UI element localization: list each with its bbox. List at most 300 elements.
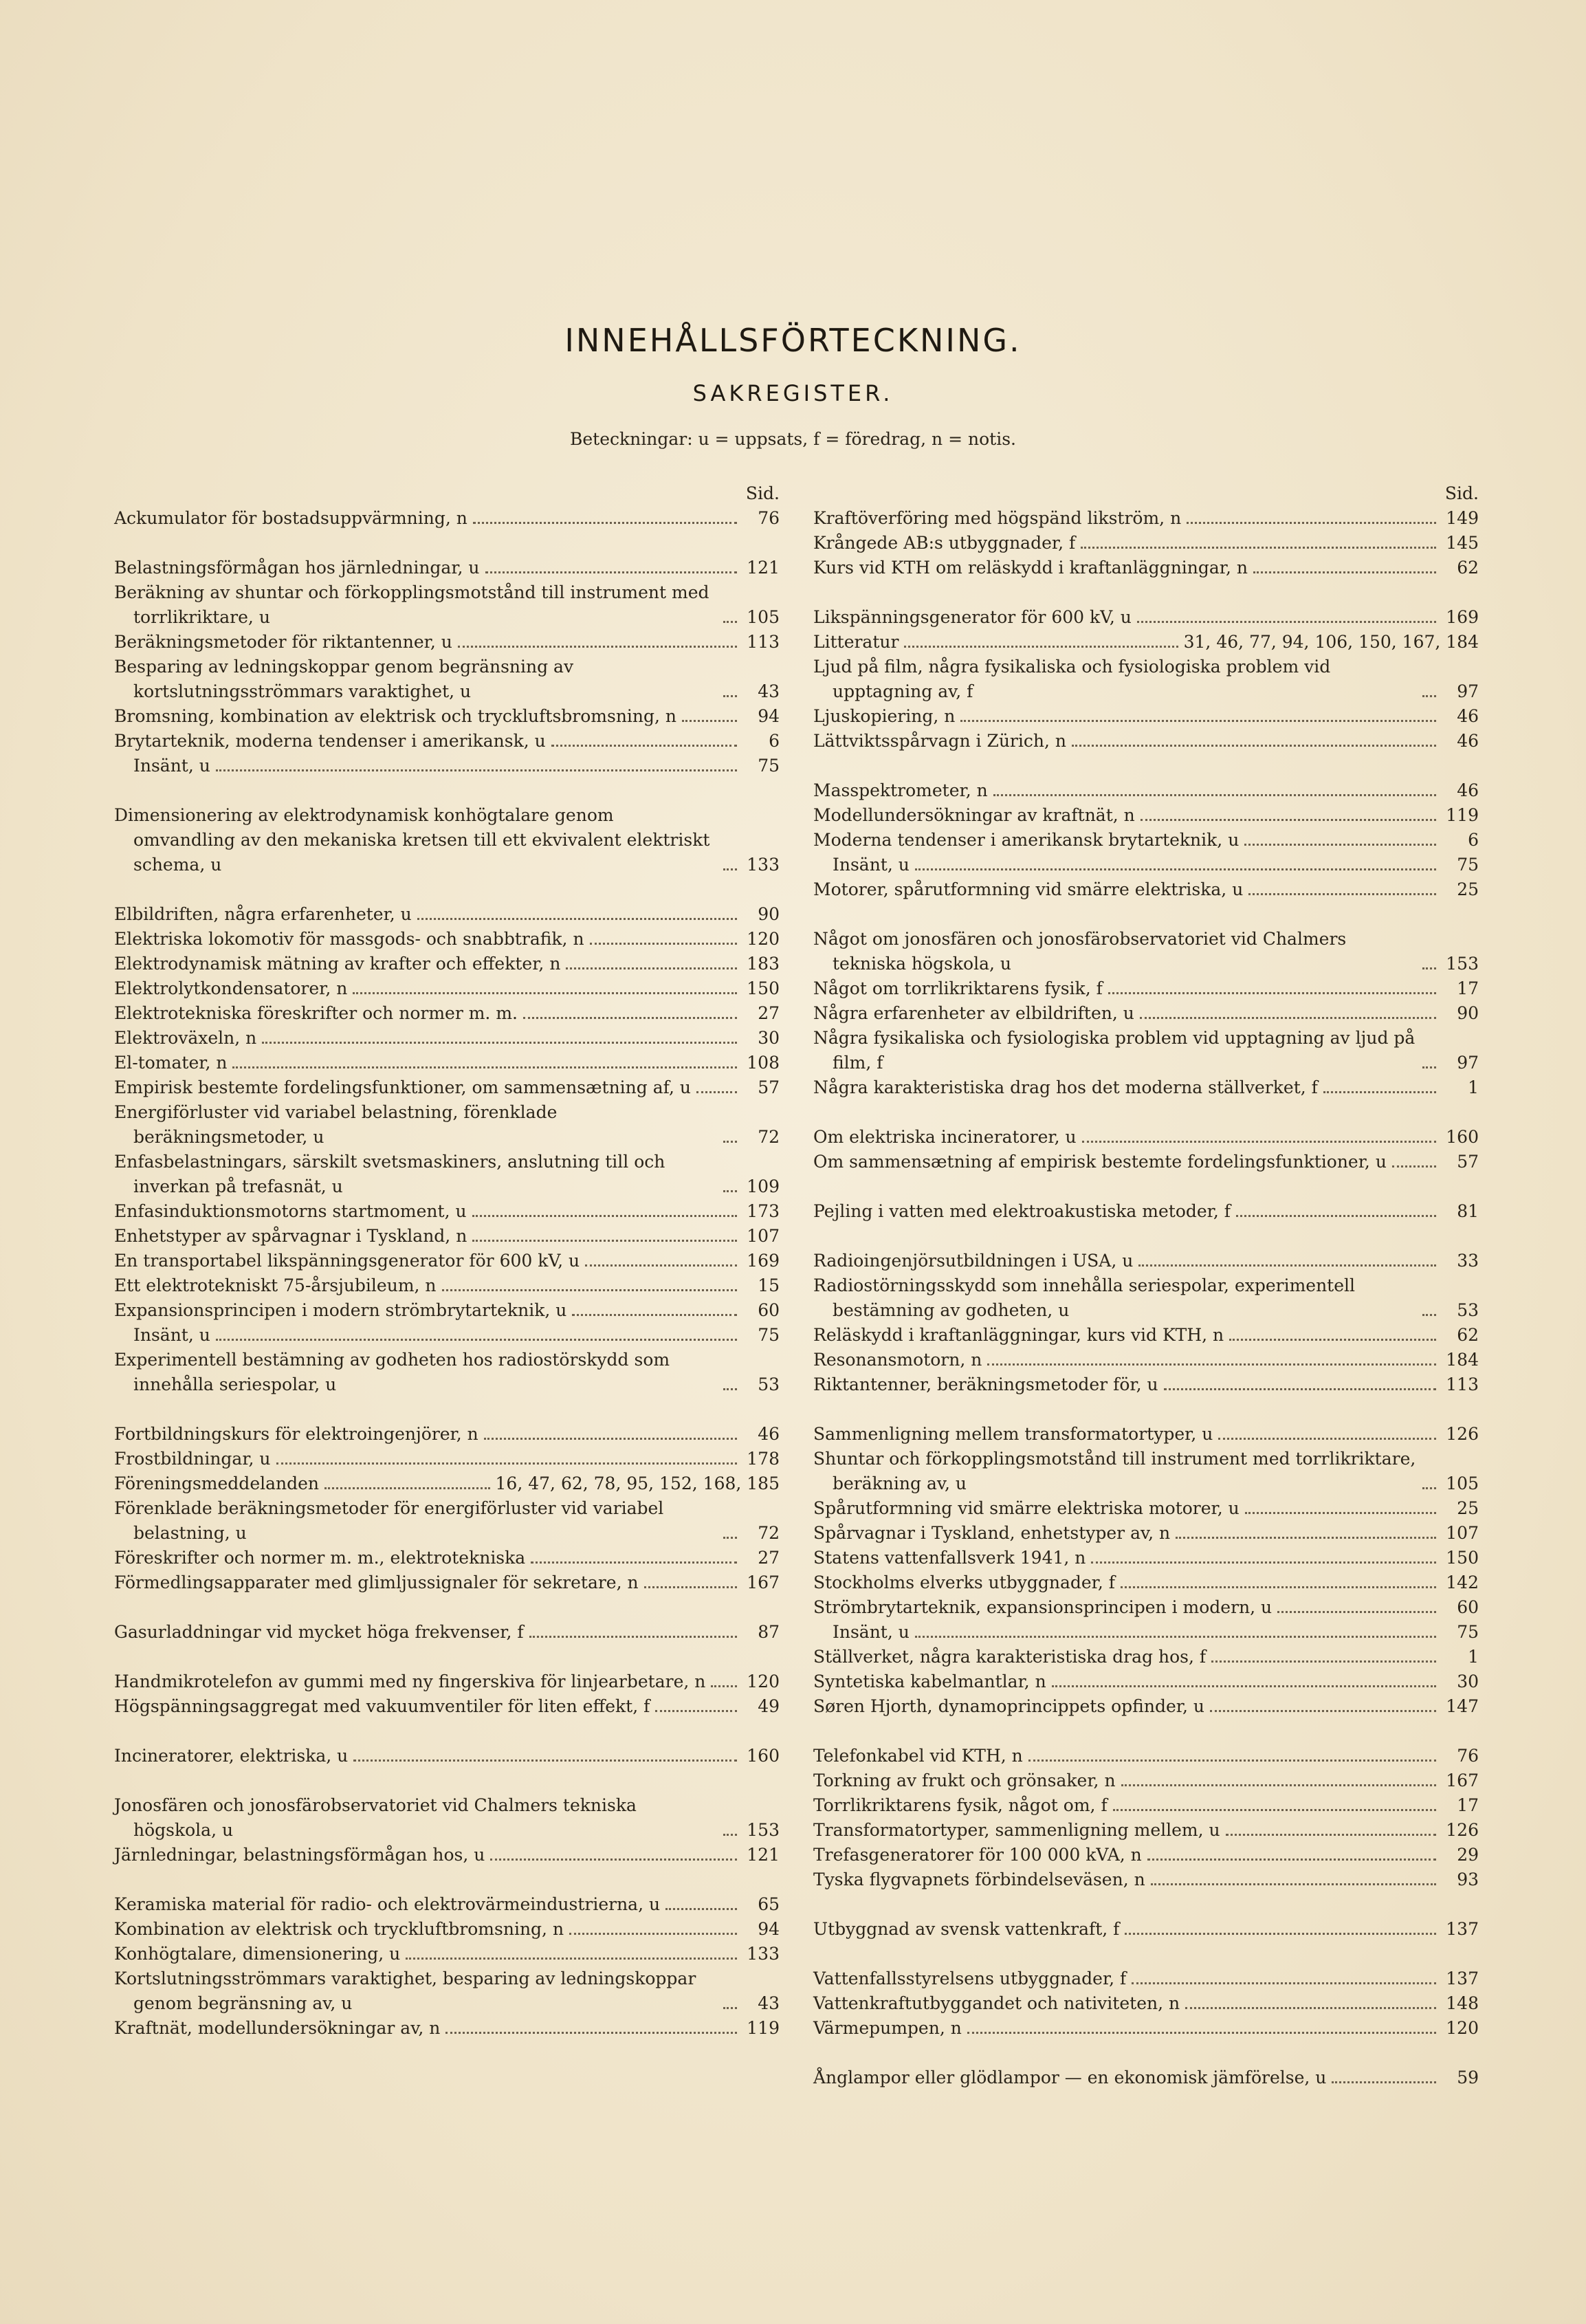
dot-leader bbox=[1253, 571, 1436, 573]
index-entry bbox=[813, 2016, 1479, 2041]
index-entry bbox=[114, 1942, 780, 1966]
index-entry bbox=[813, 1768, 1479, 1793]
entry-text: Resonansmotorn, n bbox=[813, 1350, 982, 1370]
dot-leader bbox=[566, 967, 737, 969]
entry-text: Brytarteknik, moderna tendenser i amerikansk, u bbox=[114, 731, 546, 751]
index-entry bbox=[114, 1669, 780, 1694]
dot-leader bbox=[572, 1314, 737, 1316]
entry-page-number: 75 bbox=[1457, 1622, 1479, 1642]
index-entry bbox=[813, 506, 1479, 531]
dot-leader bbox=[682, 720, 737, 722]
entry-text: Några erfarenheter av elbildriften, u bbox=[813, 1003, 1134, 1023]
index-entry bbox=[813, 1348, 1479, 1372]
index-entry bbox=[813, 1001, 1479, 1026]
index-entry bbox=[114, 1966, 780, 2016]
entry-page-number: 150 bbox=[1446, 1548, 1479, 1568]
entry-page-number: 25 bbox=[1457, 1498, 1479, 1518]
entry-text: Keramiska material för radio- och elektrovärmeindustrierna, u bbox=[114, 1894, 661, 1914]
index-entry bbox=[114, 1570, 780, 1595]
entry-page-number: 16, 47, 62, 78, 95, 152, 168, 185 bbox=[495, 1473, 780, 1493]
entry-page-number: 142 bbox=[1446, 1572, 1479, 1592]
dot-leader bbox=[485, 571, 737, 573]
entry-text: Förmedlingsapparater med glimljussignaler för sekretare, n bbox=[114, 1572, 639, 1592]
entry-page-number: 46 bbox=[1457, 706, 1479, 726]
entry-text: Expansionsprincipen i modern strömbrytarteknik, u bbox=[114, 1300, 567, 1320]
entry-page-number: 90 bbox=[1457, 1003, 1479, 1023]
entry-page-number: 17 bbox=[1457, 1795, 1479, 1815]
entry-page-number: 167 bbox=[1446, 1771, 1479, 1790]
dot-leader bbox=[1226, 1834, 1436, 1836]
index-entry bbox=[114, 1546, 780, 1570]
entry-page-number: 150 bbox=[747, 978, 780, 998]
entry-page-number: 121 bbox=[747, 558, 780, 578]
entry-text: Elektrotekniska föreskrifter och normer m. m. bbox=[114, 1003, 518, 1023]
entry-page-number: 184 bbox=[1446, 1350, 1479, 1370]
dot-leader bbox=[531, 1561, 737, 1564]
entry-page-number: 43 bbox=[758, 681, 780, 701]
entry-page-number: 107 bbox=[1446, 1523, 1479, 1543]
entry-text: Tyska flygvapnets förbindelseväsen, n bbox=[813, 1870, 1145, 1889]
dot-leader bbox=[1244, 844, 1436, 846]
dot-leader bbox=[1248, 893, 1436, 895]
entry-page-number: 119 bbox=[1446, 805, 1479, 825]
dot-leader bbox=[1245, 1512, 1436, 1514]
index-entry bbox=[114, 2016, 780, 2041]
dot-leader bbox=[960, 720, 1436, 722]
dot-leader bbox=[1091, 1561, 1436, 1564]
entry-text: Några fysikaliska och fysiologiska problem vid upptagning av ljud på film, f bbox=[813, 1028, 1416, 1073]
entry-text: Vattenfallsstyrelsens utbyggnader, f bbox=[813, 1969, 1127, 1988]
entry-page-number: 183 bbox=[747, 954, 780, 974]
index-entry bbox=[813, 1818, 1479, 1843]
index-entry bbox=[114, 1199, 780, 1224]
dot-leader bbox=[711, 1685, 737, 1687]
entry-page-number: 46 bbox=[1457, 731, 1479, 751]
entry-page-number: 46 bbox=[1457, 780, 1479, 800]
dot-leader bbox=[1052, 1685, 1436, 1687]
index-entry bbox=[114, 1917, 780, 1942]
entry-text: Torrlikriktarens fysik, något om, f bbox=[813, 1795, 1108, 1815]
entry-text: Gasurladdningar vid mycket höga frekvenser, f bbox=[114, 1622, 524, 1642]
entry-text: Något om jonosfären och jonosfärobservatoriet vid Chalmers tekniska högskola, u bbox=[813, 929, 1347, 974]
dot-leader bbox=[484, 1438, 737, 1440]
index-entry bbox=[813, 1793, 1479, 1818]
entry-text: Bromsning, kombination av elektrisk och tryckluftsbromsning, n bbox=[114, 706, 677, 726]
entry-text: Modellundersökningar av kraftnät, n bbox=[813, 805, 1135, 825]
entry-text: Strömbrytarteknik, expansionsprincipen i modern, u bbox=[813, 1597, 1273, 1617]
entry-page-number: 153 bbox=[747, 1820, 780, 1840]
entry-text: Föreskrifter och normer m. m., elektrotekniska bbox=[114, 1548, 526, 1568]
index-entry bbox=[114, 1843, 780, 1867]
entry-page-number: 1 bbox=[1468, 1647, 1479, 1667]
entry-text: Järnledningar, belastningsförmågan hos, u bbox=[114, 1845, 485, 1865]
entry-text: Enfasinduktionsmotorns startmoment, u bbox=[114, 1201, 467, 1221]
index-entry bbox=[813, 1570, 1479, 1595]
dot-leader bbox=[523, 1017, 737, 1019]
dot-leader bbox=[644, 1586, 737, 1588]
index-entry bbox=[813, 1496, 1479, 1521]
index-entry bbox=[114, 1744, 780, 1768]
index-entry bbox=[813, 1744, 1479, 1768]
dot-leader bbox=[590, 943, 737, 945]
entry-text: En transportabel likspänningsgenerator för 600 kV, u bbox=[114, 1251, 580, 1271]
index-entry bbox=[114, 1348, 780, 1397]
index-entry bbox=[813, 1273, 1479, 1323]
entry-text: Kurs vid KTH om reläskydd i kraftanläggningar, n bbox=[813, 558, 1248, 578]
entry-page-number: 94 bbox=[758, 706, 780, 726]
dot-leader bbox=[1164, 1388, 1436, 1390]
entry-text: Empirisk bestemte fordelingsfunktioner, om sammensætning af, u bbox=[114, 1077, 691, 1097]
dot-leader bbox=[262, 1042, 737, 1044]
entry-text: Besparing av ledningskoppar genom begränsning av kortslutningsströmmars varaktighet, u bbox=[114, 657, 574, 701]
dot-leader bbox=[1081, 547, 1436, 549]
dot-leader bbox=[1140, 1017, 1436, 1019]
entry-text: Något om torrlikriktarens fysik, f bbox=[813, 978, 1103, 998]
dot-leader bbox=[723, 1834, 737, 1836]
index-entry bbox=[813, 853, 1479, 877]
dot-leader bbox=[1422, 1066, 1436, 1068]
dot-leader bbox=[1125, 1933, 1436, 1935]
index-entry bbox=[813, 1546, 1479, 1570]
index-entry bbox=[114, 704, 780, 729]
entry-text: Föreningsmeddelanden bbox=[114, 1473, 320, 1493]
dot-leader bbox=[1141, 819, 1436, 821]
entry-page-number: 105 bbox=[1446, 1473, 1479, 1493]
dot-leader bbox=[723, 1141, 737, 1143]
entry-page-number: 121 bbox=[747, 1845, 780, 1865]
index-entry bbox=[114, 630, 780, 655]
entry-page-number: 53 bbox=[758, 1374, 780, 1394]
entry-page-number: 167 bbox=[747, 1572, 780, 1592]
entry-text: Elektriska lokomotiv för massgods- och snabbtrafik, n bbox=[114, 929, 584, 949]
entry-text: Motorer, spårutformning vid smärre elektriska, u bbox=[813, 879, 1244, 899]
index-entry bbox=[813, 1843, 1479, 1867]
entry-page-number: 76 bbox=[758, 508, 780, 528]
dot-leader bbox=[490, 1859, 737, 1861]
index-entry bbox=[813, 1026, 1479, 1075]
index-entry bbox=[813, 1075, 1479, 1100]
dot-leader bbox=[216, 1339, 737, 1341]
page-column-label: Sid. bbox=[745, 483, 780, 503]
index-entry bbox=[114, 729, 780, 754]
entry-text: Handmikrotelefon av gummi med ny fingerskiva för linjearbetare, n bbox=[114, 1671, 706, 1691]
entry-page-number: 160 bbox=[747, 1746, 780, 1766]
dot-leader bbox=[655, 1710, 737, 1712]
entry-page-number: 107 bbox=[747, 1226, 780, 1246]
index-entry bbox=[813, 1645, 1479, 1669]
entry-text: Beräkningsmetoder för riktantenner, u bbox=[114, 632, 452, 652]
dot-leader bbox=[1147, 1859, 1436, 1861]
entry-page-number: 94 bbox=[758, 1919, 780, 1939]
dot-leader bbox=[723, 1537, 737, 1539]
entry-text: Energiförluster vid variabel belastning, förenklade beräkningsmetoder, u bbox=[114, 1102, 558, 1147]
entry-text: Pejling i vatten med elektroakustiska metoder, f bbox=[813, 1201, 1231, 1221]
abbreviation-legend: Beteckningar: u = uppsats, f = föredrag, n = notis. bbox=[570, 429, 1016, 449]
dot-leader bbox=[1236, 1215, 1436, 1217]
entry-text: Kortslutningsströmmars varaktighet, besparing av ledningskoppar genom begränsning av, u bbox=[114, 1969, 696, 2013]
entry-text: Belastningsförmågan hos järnledningar, u bbox=[114, 558, 480, 578]
entry-text: Kraftöverföring med högspänd likström, n bbox=[813, 508, 1182, 528]
dot-leader bbox=[1229, 1339, 1436, 1341]
entry-text: Stockholms elverks utbyggnader, f bbox=[813, 1572, 1116, 1592]
entry-text: Radiostörningsskydd som innehålla seriespolar, experimentell bestämning av godheten, u bbox=[813, 1275, 1356, 1320]
entry-text: Masspektrometer, n bbox=[813, 780, 988, 800]
dot-leader bbox=[1277, 1611, 1436, 1613]
entry-text: Telefonkabel vid KTH, n bbox=[813, 1746, 1023, 1766]
entry-page-number: 119 bbox=[747, 2018, 780, 2038]
index-entry bbox=[114, 1100, 780, 1150]
entry-page-number: 15 bbox=[758, 1275, 780, 1295]
index-entry bbox=[114, 1001, 780, 1026]
index-entry bbox=[114, 1323, 780, 1348]
entry-page-number: 57 bbox=[1457, 1152, 1479, 1172]
index-entry bbox=[813, 1966, 1479, 1991]
index-entry bbox=[813, 1694, 1479, 1719]
entry-page-number: 133 bbox=[747, 855, 780, 875]
entry-page-number: 178 bbox=[747, 1449, 780, 1469]
entry-page-number: 31, 46, 77, 94, 106, 150, 167, 184 bbox=[1183, 632, 1479, 652]
dot-leader bbox=[1108, 992, 1436, 994]
entry-page-number: 75 bbox=[1457, 855, 1479, 875]
entry-page-number: 59 bbox=[1457, 2068, 1479, 2087]
entry-text: Insänt, u bbox=[833, 1622, 910, 1642]
index-entry bbox=[813, 2065, 1479, 2090]
entry-page-number: 33 bbox=[1457, 1251, 1479, 1271]
index-entry bbox=[813, 828, 1479, 853]
dot-leader bbox=[1422, 1487, 1436, 1489]
entry-page-number: 60 bbox=[758, 1300, 780, 1320]
index-entry bbox=[813, 556, 1479, 580]
entry-text: Ackumulator för bostadsuppvärmning, n bbox=[114, 508, 467, 528]
entry-page-number: 57 bbox=[758, 1077, 780, 1097]
left-entry-list bbox=[114, 506, 780, 2041]
entry-text: Dimensionering av elektrodynamisk konhögtalare genom omvandling av den mekaniska kretsen till ett ekvivalent elektriskt schema, u bbox=[114, 805, 710, 875]
dot-leader bbox=[967, 2032, 1436, 2034]
entry-text: Spårutformning vid smärre elektriska motorer, u bbox=[813, 1498, 1240, 1518]
index-entry bbox=[114, 1471, 780, 1496]
dot-leader bbox=[1422, 1314, 1436, 1316]
entry-text: Shuntar och förkopplingsmotstånd till instrument med torrlikriktare, beräkning av, u bbox=[813, 1449, 1416, 1493]
entry-text: Torkning av frukt och grönsaker, n bbox=[813, 1771, 1116, 1790]
entry-page-number: 149 bbox=[1446, 508, 1479, 528]
entry-page-number: 120 bbox=[747, 929, 780, 949]
dot-leader bbox=[1422, 967, 1436, 969]
index-entry bbox=[813, 1323, 1479, 1348]
index-entry bbox=[813, 1991, 1479, 2016]
entry-page-number: 49 bbox=[758, 1696, 780, 1716]
dot-leader bbox=[723, 621, 737, 623]
entry-page-number: 6 bbox=[769, 731, 780, 751]
dot-leader bbox=[1185, 2007, 1436, 2009]
dot-leader bbox=[353, 1760, 737, 1762]
dot-leader bbox=[232, 1066, 737, 1068]
entry-text: Ljuskopiering, n bbox=[813, 706, 956, 726]
entry-text: Vattenkraftutbyggandet och nativiteten, n bbox=[813, 1993, 1180, 2013]
dot-leader bbox=[472, 1215, 737, 1217]
entry-text: Kraftnät, modellundersökningar av, n bbox=[114, 2018, 441, 2038]
right-entry-list bbox=[813, 506, 1479, 2090]
dot-leader bbox=[915, 1636, 1436, 1638]
entry-text: Jonosfären och jonosfärobservatoriet vid Chalmers tekniska högskola, u bbox=[114, 1795, 637, 1840]
dot-leader bbox=[445, 2032, 737, 2034]
entry-page-number: 6 bbox=[1468, 830, 1479, 850]
entry-text: Ställverket, några karakteristiska drag hos, f bbox=[813, 1647, 1207, 1667]
entry-text: Enhetstyper av spårvagnar i Tyskland, n bbox=[114, 1226, 467, 1246]
entry-text: Utbyggnad av svensk vattenkraft, f bbox=[813, 1919, 1120, 1939]
entry-text: Krångede AB:s utbyggnader, f bbox=[813, 533, 1076, 553]
entry-page-number: 81 bbox=[1457, 1201, 1479, 1221]
entry-text: Ljud på film, några fysikaliska och fysiologiska problem vid upptagning av, f bbox=[813, 657, 1331, 701]
index-entry bbox=[114, 754, 780, 778]
dot-leader bbox=[1176, 1537, 1436, 1539]
entry-page-number: 126 bbox=[1446, 1424, 1479, 1444]
index-entry bbox=[813, 1150, 1479, 1174]
index-entry bbox=[114, 1273, 780, 1298]
index-entry bbox=[114, 1249, 780, 1273]
dot-leader bbox=[1132, 1982, 1436, 1984]
entry-page-number: 30 bbox=[1457, 1671, 1479, 1691]
dot-leader bbox=[585, 1264, 737, 1267]
dot-leader bbox=[1082, 1141, 1436, 1143]
dot-leader bbox=[1187, 522, 1436, 524]
dot-leader bbox=[551, 745, 737, 747]
entry-text: Ånglampor eller glödlampor — en ekonomisk jämförelse, u bbox=[813, 2068, 1327, 2087]
entry-page-number: 72 bbox=[758, 1127, 780, 1147]
entry-text: Kombination av elektrisk och tryckluftbromsning, n bbox=[114, 1919, 564, 1939]
entry-page-number: 43 bbox=[758, 1993, 780, 2013]
dot-leader bbox=[1121, 1586, 1436, 1588]
entry-page-number: 60 bbox=[1457, 1597, 1479, 1617]
dot-leader bbox=[1332, 2081, 1436, 2083]
index-entry bbox=[813, 1521, 1479, 1546]
index-entry bbox=[813, 1595, 1479, 1620]
entry-page-number: 145 bbox=[1446, 533, 1479, 553]
index-entry bbox=[813, 605, 1479, 630]
entry-page-number: 113 bbox=[1446, 1374, 1479, 1394]
index-entry bbox=[114, 1224, 780, 1249]
entry-page-number: 97 bbox=[1457, 681, 1479, 701]
entry-page-number: 53 bbox=[1457, 1300, 1479, 1320]
entry-text: Sammenligning mellem transformatortyper, u bbox=[813, 1424, 1213, 1444]
index-entry bbox=[114, 1447, 780, 1471]
entry-text: Om elektriska incineratorer, u bbox=[813, 1127, 1077, 1147]
index-entry bbox=[813, 927, 1479, 976]
entry-page-number: 65 bbox=[758, 1894, 780, 1914]
entry-page-number: 147 bbox=[1446, 1696, 1479, 1716]
index-entry bbox=[114, 1793, 780, 1843]
entry-text: Beräkning av shuntar och förkopplingsmotstånd till instrument med torrlikriktare, u bbox=[114, 582, 709, 627]
entry-page-number: 169 bbox=[1446, 607, 1479, 627]
index-entry bbox=[813, 1917, 1479, 1942]
dot-leader bbox=[529, 1636, 737, 1638]
entry-page-number: 29 bbox=[1457, 1845, 1479, 1865]
entry-page-number: 97 bbox=[1457, 1053, 1479, 1073]
entry-page-number: 169 bbox=[747, 1251, 780, 1271]
page-column-label: Sid. bbox=[1444, 483, 1479, 503]
dot-leader bbox=[216, 769, 737, 771]
index-entry bbox=[813, 531, 1479, 556]
entry-text: Riktantenner, beräkningsmetoder för, u bbox=[813, 1374, 1158, 1394]
left-index-column bbox=[114, 481, 780, 2041]
entry-page-number: 120 bbox=[1446, 2018, 1479, 2038]
index-entry bbox=[114, 976, 780, 1001]
entry-page-number: 126 bbox=[1446, 1820, 1479, 1840]
dot-leader bbox=[1392, 1165, 1436, 1168]
dot-leader bbox=[1072, 745, 1436, 747]
index-entry bbox=[813, 1620, 1479, 1645]
index-entry bbox=[813, 1372, 1479, 1397]
entry-page-number: 62 bbox=[1457, 558, 1479, 578]
entry-text: Insänt, u bbox=[833, 855, 910, 875]
index-entry bbox=[813, 630, 1479, 655]
entry-page-number: 46 bbox=[758, 1424, 780, 1444]
dot-leader bbox=[406, 1958, 737, 1960]
index-entry bbox=[114, 927, 780, 952]
entry-page-number: 148 bbox=[1446, 1993, 1479, 2013]
entry-text: Om sammensætning af empirisk bestemte fordelingsfunktioner, u bbox=[813, 1152, 1387, 1172]
dot-leader bbox=[1210, 1710, 1436, 1712]
dot-leader bbox=[276, 1462, 737, 1465]
entry-page-number: 27 bbox=[758, 1548, 780, 1568]
entry-text: Spårvagnar i Tyskland, enhetstyper av, n bbox=[813, 1523, 1171, 1543]
entry-page-number: 109 bbox=[747, 1176, 780, 1196]
page-title: INNEHÅLLSFÖRTECKNING. bbox=[564, 322, 1022, 359]
dot-leader bbox=[904, 646, 1178, 648]
entry-text: Lättviktsspårvagn i Zürich, n bbox=[813, 731, 1066, 751]
entry-text: Søren Hjorth, dynamoprincippets opfinder, u bbox=[813, 1696, 1204, 1716]
entry-page-number: 75 bbox=[758, 756, 780, 776]
entry-text: Trefasgeneratorer för 100 000 kVA, n bbox=[813, 1845, 1142, 1865]
entry-page-number: 17 bbox=[1457, 978, 1479, 998]
index-entry bbox=[813, 976, 1479, 1001]
index-entry bbox=[114, 1694, 780, 1719]
right-index-column bbox=[813, 481, 1479, 2090]
entry-text: Elbildriften, några erfarenheter, u bbox=[114, 904, 412, 924]
dot-leader bbox=[1211, 1660, 1436, 1663]
index-entry bbox=[114, 1892, 780, 1917]
entry-text: Reläskydd i kraftanläggningar, kurs vid KTH, n bbox=[813, 1325, 1224, 1345]
dot-leader bbox=[915, 868, 1436, 870]
entry-page-number: 27 bbox=[758, 1003, 780, 1023]
entry-page-number: 75 bbox=[758, 1325, 780, 1345]
entry-text: Fortbildningskurs för elektroingenjörer, n bbox=[114, 1424, 478, 1444]
dot-leader bbox=[353, 992, 737, 994]
dot-leader bbox=[472, 1240, 737, 1242]
dot-leader bbox=[473, 522, 737, 524]
index-entry bbox=[813, 1249, 1479, 1273]
entry-text: Syntetiska kabelmantlar, n bbox=[813, 1671, 1046, 1691]
index-entry bbox=[114, 1496, 780, 1546]
index-entry bbox=[114, 1075, 780, 1100]
dot-leader bbox=[324, 1487, 490, 1489]
dot-leader bbox=[993, 794, 1436, 796]
index-entry bbox=[813, 729, 1479, 754]
dot-leader bbox=[1137, 621, 1436, 623]
index-entry bbox=[813, 778, 1479, 803]
entry-text: Moderna tendenser i amerikansk brytarteknik, u bbox=[813, 830, 1240, 850]
dot-leader bbox=[665, 1908, 737, 1910]
entry-page-number: 93 bbox=[1457, 1870, 1479, 1889]
entry-page-number: 72 bbox=[758, 1523, 780, 1543]
entry-text: Experimentell bestämning av godheten hos radiostörskydd som innehålla seriespolar, u bbox=[114, 1350, 670, 1394]
entry-page-number: 173 bbox=[747, 1201, 780, 1221]
index-entry bbox=[813, 704, 1479, 729]
index-entry bbox=[114, 1051, 780, 1075]
entry-text: Insänt, u bbox=[133, 756, 210, 776]
index-entry bbox=[114, 1422, 780, 1447]
index-entry bbox=[114, 1150, 780, 1199]
index-entry bbox=[114, 580, 780, 630]
